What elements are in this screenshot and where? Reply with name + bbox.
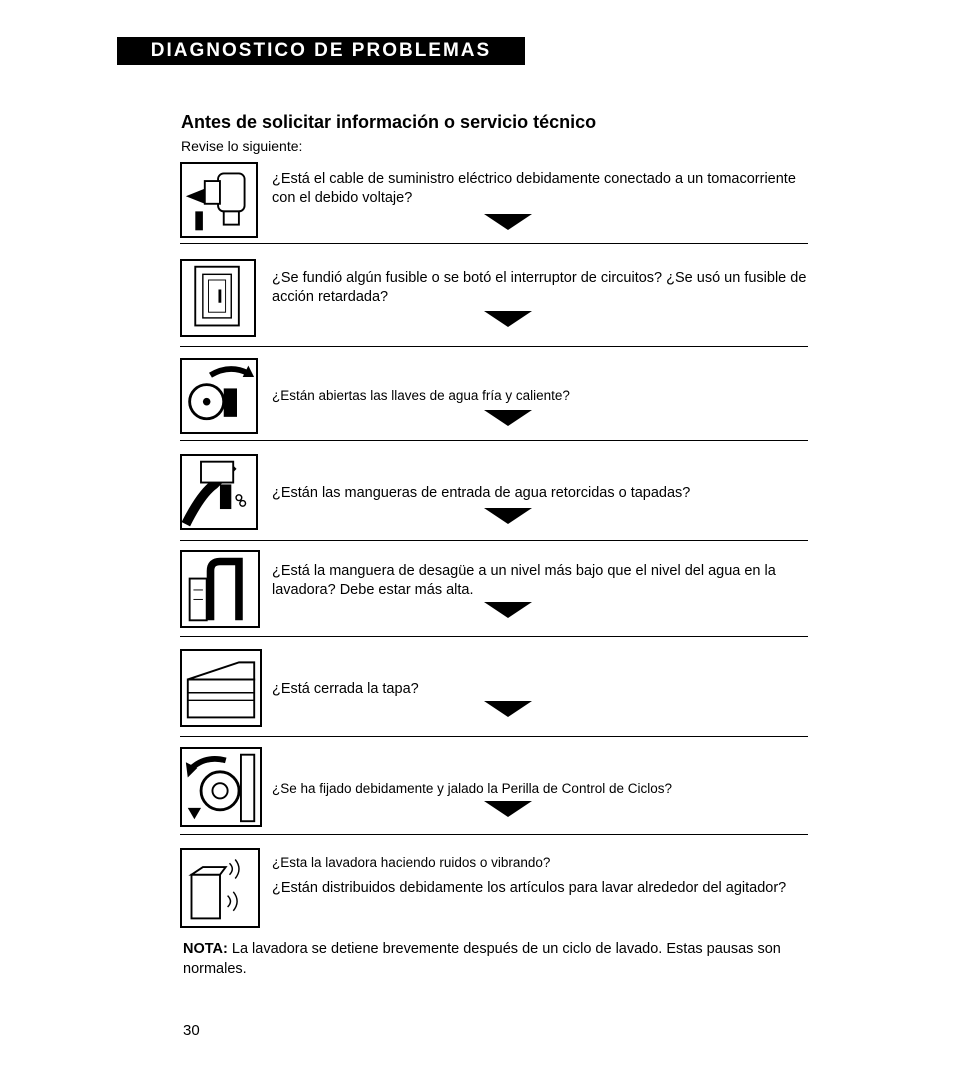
- inlet-hose-icon: [180, 454, 258, 530]
- fuse-box-icon: [180, 259, 256, 337]
- item-question-secondary: ¿Están distribuidos debidamente los artículos para lavar alrededor del agitador?: [272, 880, 787, 896]
- note-label: NOTA:: [183, 941, 228, 957]
- down-arrow-icon: [484, 214, 532, 230]
- item-question: ¿Esta la lavadora haciendo ruidos o vibrando?: [272, 855, 551, 870]
- divider: [180, 540, 808, 541]
- item-question: ¿Se ha fijado debidamente y jalado la Perilla de Control de Ciclos?: [272, 781, 672, 796]
- down-arrow-icon: [484, 508, 532, 524]
- water-faucet-icon: [180, 358, 258, 434]
- divider: [180, 636, 808, 637]
- item-question: ¿Está cerrada la tapa?: [272, 681, 419, 697]
- note-paragraph: [183, 939, 813, 979]
- section-banner: DIAGNOSTICO DE PROBLEMAS: [117, 37, 525, 65]
- intro-text: Revise lo siguiente:: [181, 138, 303, 154]
- page-number: 30: [183, 1022, 200, 1039]
- divider: [180, 346, 808, 347]
- drain-hose-icon: [180, 550, 260, 628]
- divider: [180, 440, 808, 441]
- item-question: ¿Están abiertas las llaves de agua fría y caliente?: [272, 388, 570, 403]
- divider: [180, 834, 808, 835]
- vibrating-washer-icon: [180, 848, 260, 928]
- down-arrow-icon: [484, 602, 532, 618]
- item-question: ¿Se fundió algún fusible o se botó el interruptor de circuitos? ¿Se usó un fusible de acción retardada?: [272, 270, 807, 305]
- item-question: ¿Están las mangueras de entrada de agua retorcidas o tapadas?: [272, 485, 691, 501]
- power-plug-icon: [180, 162, 258, 238]
- down-arrow-icon: [484, 311, 532, 327]
- down-arrow-icon: [484, 701, 532, 717]
- cycle-knob-icon: [180, 747, 262, 827]
- item-question: ¿Está la manguera de desagüe a un nivel más bajo que el nivel del agua en la lavadora? Debe estar más alta.: [272, 563, 776, 598]
- down-arrow-icon: [484, 801, 532, 817]
- page-heading: Antes de solicitar información o servicio técnico: [181, 112, 597, 132]
- washer-lid-icon: [180, 649, 262, 727]
- note-text: La lavadora se detiene brevemente después de un ciclo de lavado. Estas pausas son normales.: [183, 941, 781, 977]
- item-question: ¿Está el cable de suministro eléctrico debidamente conectado a un tomacorriente con el debido voltaje?: [272, 171, 796, 206]
- divider: [180, 736, 808, 737]
- divider: [180, 243, 808, 244]
- down-arrow-icon: [484, 410, 532, 426]
